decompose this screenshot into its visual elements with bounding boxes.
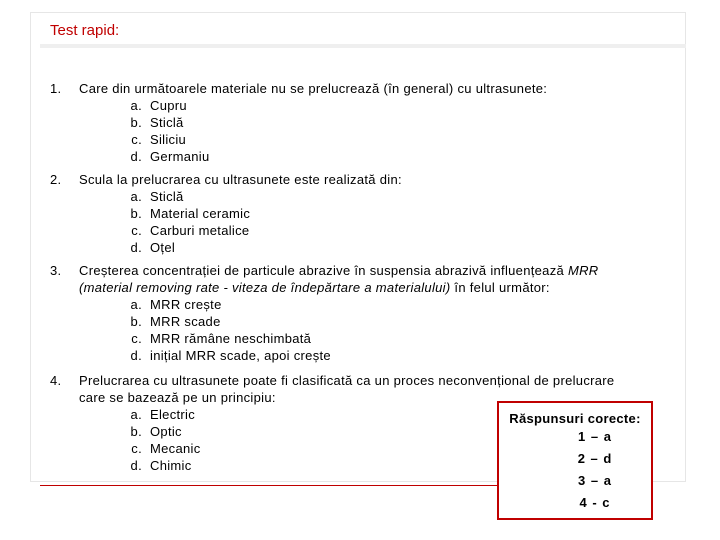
- option-a: a. Sticlă: [130, 189, 184, 204]
- answer-1: 1 – a: [578, 429, 612, 444]
- option-c: c. Siliciu: [131, 132, 187, 147]
- question-number: 3.: [50, 263, 62, 278]
- page-title: Test rapid:: [50, 22, 120, 39]
- options-list: [50, 97, 670, 165]
- option-a: a. Cupru: [130, 98, 187, 113]
- answers-title: Răspunsuri corecte:: [509, 411, 641, 426]
- question-2: [50, 171, 670, 256]
- question-3: [50, 262, 670, 364]
- option-d: d. Oțel: [130, 240, 176, 255]
- answer-2: 2 – d: [577, 451, 613, 466]
- options-list: [50, 296, 670, 364]
- answer-4: 4 - c: [579, 495, 611, 510]
- option-b: b. Material ceramic: [130, 206, 251, 221]
- option-c: c. MRR rămâne neschimbată: [131, 331, 312, 346]
- question-text: Scula la prelucrarea cu ultrasunete este realizată din:: [79, 172, 402, 187]
- question-text: Prelucrarea cu ultrasunete poate fi clasificată ca un proces neconvențional de prelucrare care se bazează pe un principiu:: [79, 373, 615, 405]
- question-1: [50, 80, 670, 165]
- question-text: Creșterea concentrației de particule abrazive în suspensia abrazivă influențează MRR (material removing rate - viteza de îndepărtare a materialului) în felul următor:: [79, 263, 599, 295]
- option-c: c. Mecanic: [131, 441, 201, 456]
- option-b: b. Optic: [130, 424, 182, 439]
- footer-divider: [40, 485, 540, 486]
- question-number: 1.: [50, 81, 62, 96]
- options-list: [50, 188, 670, 256]
- option-d: d. inițial MRR scade, apoi crește: [130, 348, 331, 363]
- question-number: 2.: [50, 172, 62, 187]
- option-c: c. Carburi metalice: [131, 223, 250, 238]
- option-a: a. Electric: [130, 407, 196, 422]
- answer-3: 3 – a: [578, 473, 612, 488]
- option-d: d. Chimic: [130, 458, 192, 473]
- question-text: Care din următoarele materiale nu se prelucrează (în general) cu ultrasunete:: [79, 81, 548, 96]
- option-d: d. Germaniu: [130, 149, 210, 164]
- question-number: 4.: [50, 373, 62, 388]
- answers-box: [497, 401, 653, 520]
- option-b: b. Sticlă: [130, 115, 184, 130]
- option-a: a. MRR crește: [130, 297, 222, 312]
- option-b: b. MRR scade: [130, 314, 221, 329]
- title-divider: [40, 44, 686, 48]
